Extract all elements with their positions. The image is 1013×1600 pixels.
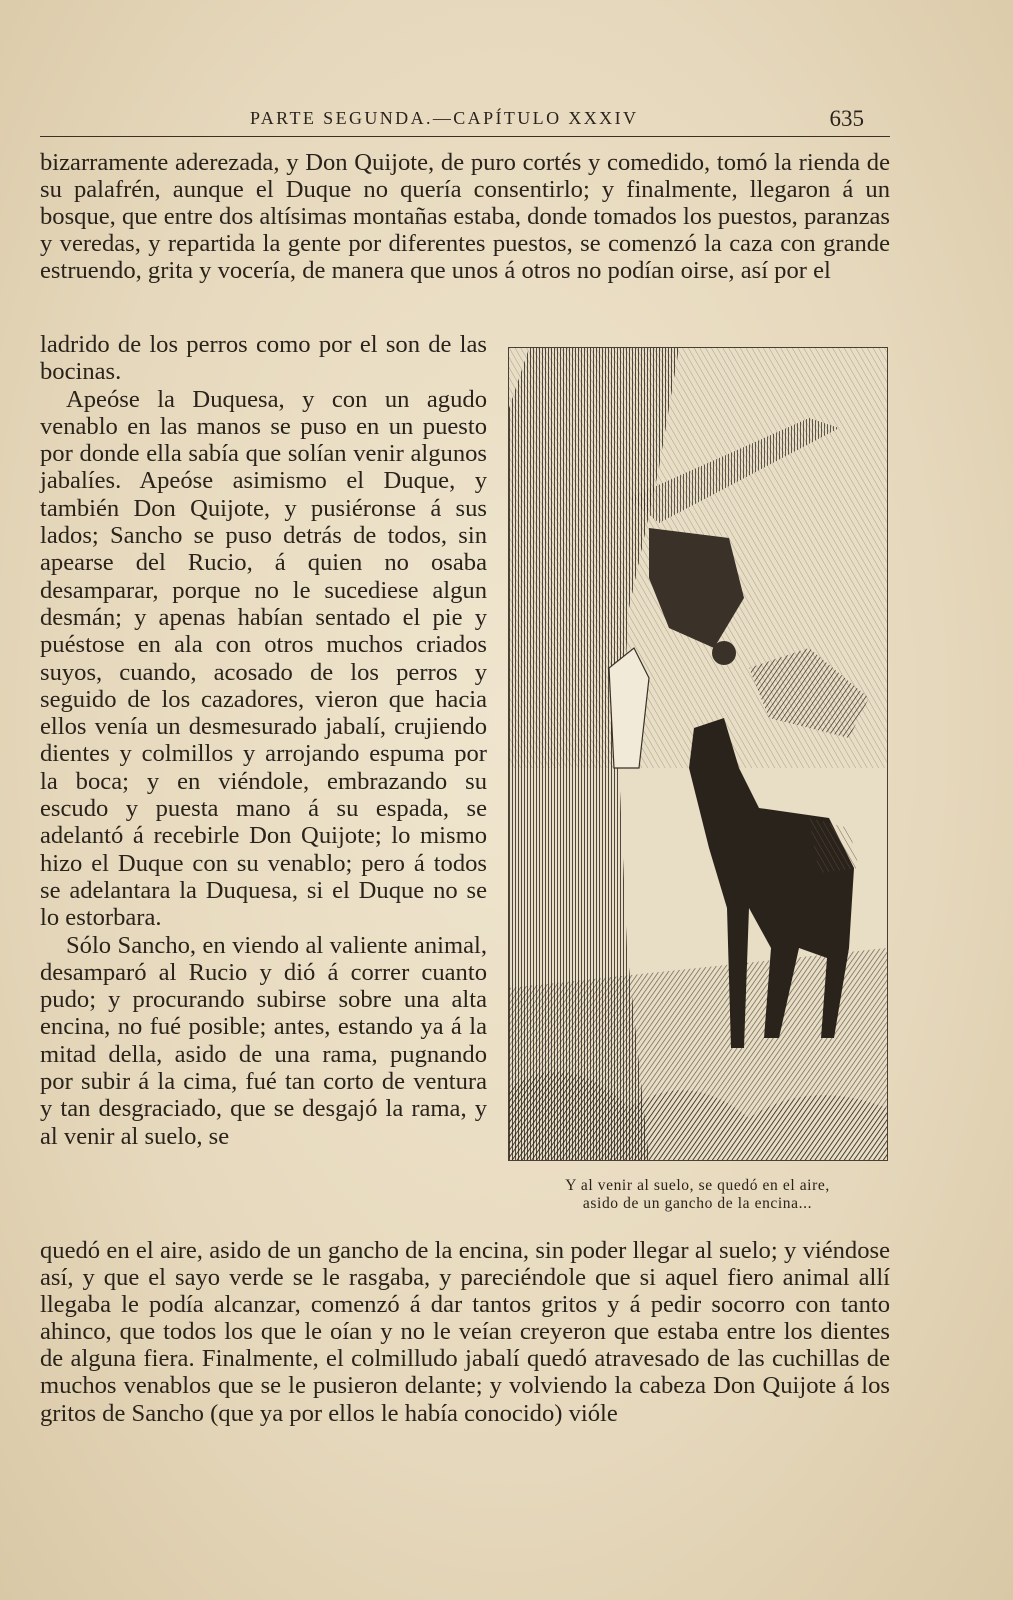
paragraph-bottom: quedó en el aire, asido de un gancho de la encina, sin poder llegar al suelo; y viéndose así, y que el sayo verde se le rasgaba, y pareciéndole que si aquel fiero animal allí llegaba le podía alcanzar, comenzó á dar tantos gritos y á pedir socorro con tanto ahinco, que todos los que le oían y no le veían creyeron que estaba entre los dientes de alguna fiera. Finalmente, el colmilludo jabalí quedó atravesado de las cuchillas de muchos venablos que se le pusieron delante; y volviendo la cabeza Don Quijote á los gritos de Sancho (que ya por ellos le había conocido) vióle: [40, 1237, 890, 1427]
paragraph-duquesa: Apeóse la Duquesa, y con un agudo venablo en las manos se puso en un puesto por donde ella sabía que solían venir algunos jabalíes. Apeóse asimismo el Duque, y también Don Quijote, y pusiéronse á sus lados; Sancho se puso detrás de todos, sin apearse del Rucio, á quien no osaba desamparar, porque no le sucediese algun desmán; y apenas habían sentado el pie y puéstose en ala con otros muchos criados suyos, cuando, acosado de los perros y seguido de los cazadores, vieron que hacia ellos venía un desmesurado jabalí, crujiendo dientes y colmillos y arrojando espuma por la boca; y en viéndole, embrazando su escudo y puesta mano á su espada, se adelantó á recebirle Don Quijote; lo mismo hizo el Duque con su venablo; pero á todos se adelantara la Duquesa, si el Duque no se lo estorbara.: [40, 385, 487, 932]
paragraph-top: bizarramente aderezada, y Don Quijote, de puro cortés y comedido, tomó la rienda de su palafrén, aunque el Duque no quería consentirlo; y finalmente, llegaron á un bosque, que entre dos altísimas montañas estaba, donde tomados los puestos, paranzas y veredas, y repartida la gente por diferentes puestos, se comenzó la caza con grande estruendo, grita y vocería, de manera que unos á otros no podían oirse, así por el: [40, 149, 890, 285]
paragraph-continuation: ladrido de los perros como por el son de las bocinas.: [40, 331, 487, 386]
caption-line-2: asido de un gancho de la encina...: [582, 1195, 813, 1212]
chapter-title: PARTE SEGUNDA.—CAPÍTULO XXXIV: [250, 108, 639, 128]
caption-line-1: Y al venir al suelo, se quedó en el aire,: [565, 1177, 830, 1194]
text-column: [40, 331, 487, 1239]
text-block-top: [40, 149, 890, 341]
running-header: [40, 106, 890, 137]
text-block-bottom: [40, 1237, 890, 1487]
page-number: 635: [829, 106, 864, 131]
paragraph-sancho: Sólo Sancho, en viendo al valiente animal, desamparó al Rucio y dió á correr cuanto pudo; y procurando subirse sobre una alta encina, no fué posible; antes, estando ya á la mitad della, asido de una rama, pugnando por subir á la cima, fué tan corto de ventura y tan desgraciado, que se desgajó la rama, y al venir al suelo, se: [40, 931, 487, 1150]
engraving-illustration: [508, 347, 888, 1161]
figure-caption: [500, 1177, 895, 1213]
